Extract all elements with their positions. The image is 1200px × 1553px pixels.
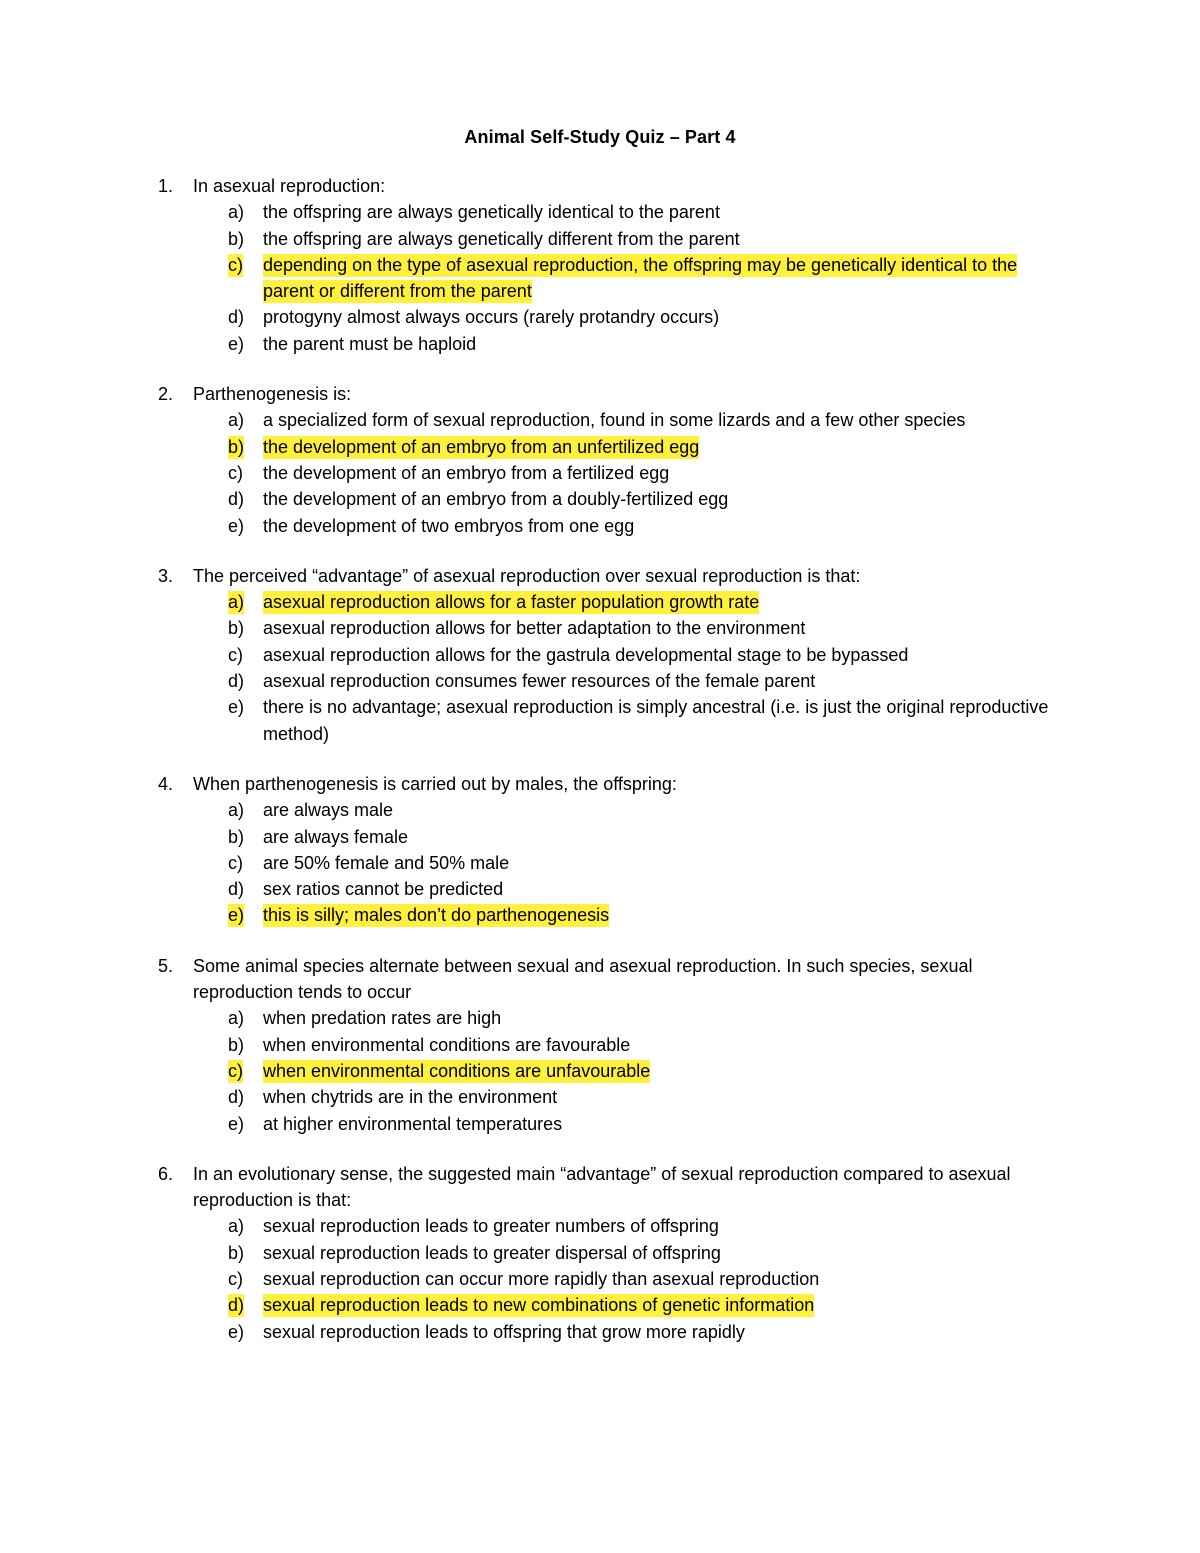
answer-option bbox=[0, 694, 1200, 747]
option-letter-text: c) bbox=[228, 254, 243, 275]
option-text bbox=[263, 850, 1060, 876]
answer-option bbox=[0, 1319, 1200, 1345]
answer-option bbox=[0, 460, 1200, 486]
option-letter-text: e) bbox=[228, 1321, 245, 1342]
option-text-content: sexual reproduction can occur more rapidly than asexual reproduction bbox=[263, 1268, 820, 1289]
option-text bbox=[263, 615, 1060, 641]
option-text-content: are 50% female and 50% male bbox=[263, 852, 510, 873]
question-2 bbox=[0, 381, 1200, 539]
option-letter-text: a) bbox=[228, 592, 245, 613]
option-text bbox=[263, 1292, 1060, 1318]
answer-option bbox=[0, 513, 1200, 539]
question-6 bbox=[0, 1161, 1200, 1345]
question-number: 6. bbox=[158, 1163, 174, 1184]
option-text-content: a specialized form of sexual reproduction, found in some lizards and a few other species bbox=[263, 410, 966, 431]
option-letter-text: c) bbox=[228, 1060, 243, 1081]
option-text bbox=[263, 252, 1060, 305]
option-letter-text: c) bbox=[228, 644, 243, 665]
answer-option-highlighted bbox=[0, 252, 1200, 305]
option-text-content: are always male bbox=[263, 800, 394, 821]
option-letter-text: a) bbox=[228, 1008, 245, 1029]
answer-option bbox=[0, 486, 1200, 512]
question-number: 1. bbox=[158, 176, 174, 196]
answer-option-highlighted bbox=[0, 1058, 1200, 1084]
option-letter-text: e) bbox=[228, 515, 245, 536]
option-text bbox=[263, 460, 1060, 486]
option-letter bbox=[228, 1240, 258, 1266]
answer-option bbox=[0, 304, 1200, 330]
answer-option bbox=[0, 850, 1200, 876]
option-letter-text: d) bbox=[228, 307, 245, 328]
option-letter bbox=[228, 1058, 258, 1084]
option-text-content: depending on the type of asexual reproduction, the offspring may be genetically identical to the parent or different from the parent bbox=[263, 254, 1018, 302]
option-letter bbox=[228, 486, 258, 512]
question-text: The perceived “advantage” of asexual reproduction over sexual reproduction is that: bbox=[193, 565, 861, 586]
answer-option-highlighted bbox=[0, 902, 1200, 928]
option-text-content: sexual reproduction leads to offspring that grow more rapidly bbox=[263, 1321, 745, 1342]
option-text bbox=[263, 694, 1060, 747]
answer-options bbox=[0, 407, 1200, 538]
question-3 bbox=[0, 563, 1200, 747]
question-text: When parthenogenesis is carried out by males, the offspring: bbox=[193, 773, 677, 794]
option-text-content: sexual reproduction leads to new combinations of genetic information bbox=[263, 1295, 815, 1316]
answer-option bbox=[0, 1032, 1200, 1058]
option-letter-text: a) bbox=[228, 1216, 245, 1237]
option-text-content: the parent must be haploid bbox=[263, 333, 477, 354]
answer-option bbox=[0, 668, 1200, 694]
answer-options bbox=[0, 1213, 1200, 1344]
answer-option bbox=[0, 407, 1200, 433]
option-letter bbox=[228, 460, 258, 486]
option-letter bbox=[228, 1005, 258, 1031]
answer-option bbox=[0, 1111, 1200, 1137]
option-letter-text: e) bbox=[228, 697, 245, 718]
answer-option-highlighted bbox=[0, 434, 1200, 460]
page-title: Animal Self-Study Quiz – Part 4 bbox=[464, 127, 736, 147]
answer-option bbox=[0, 797, 1200, 823]
option-letter-text: d) bbox=[228, 1087, 245, 1108]
answer-option-highlighted bbox=[0, 589, 1200, 615]
option-text-content: sex ratios cannot be predicted bbox=[263, 879, 504, 900]
question-list bbox=[0, 173, 1200, 1345]
option-letter bbox=[228, 615, 258, 641]
answer-option bbox=[0, 824, 1200, 850]
option-letter bbox=[228, 407, 258, 433]
option-letter-text: b) bbox=[228, 228, 245, 249]
option-letter-text: b) bbox=[228, 1242, 245, 1263]
option-text-content: asexual reproduction consumes fewer resources of the female parent bbox=[263, 671, 816, 692]
option-text bbox=[263, 642, 1060, 668]
option-letter-text: a) bbox=[228, 800, 245, 821]
option-letter bbox=[228, 513, 258, 539]
option-text-content: protogyny almost always occurs (rarely protandry occurs) bbox=[263, 307, 720, 328]
option-letter bbox=[228, 1292, 258, 1318]
option-text-content: sexual reproduction leads to greater dispersal of offspring bbox=[263, 1242, 721, 1263]
option-text-content: when environmental conditions are favourable bbox=[263, 1034, 631, 1055]
option-letter bbox=[228, 434, 258, 460]
option-text-content: when environmental conditions are unfavourable bbox=[263, 1060, 651, 1081]
option-text-content: when predation rates are high bbox=[263, 1008, 502, 1029]
option-text bbox=[263, 226, 1060, 252]
option-letter-text: b) bbox=[228, 1034, 245, 1055]
option-text bbox=[263, 797, 1060, 823]
option-text bbox=[263, 304, 1060, 330]
option-text-content: when chytrids are in the environment bbox=[263, 1087, 558, 1108]
option-text-content: sexual reproduction leads to greater numbers of offspring bbox=[263, 1216, 719, 1237]
option-text bbox=[263, 486, 1060, 512]
option-letter bbox=[228, 876, 258, 902]
option-text bbox=[263, 1213, 1060, 1239]
option-text-content: are always female bbox=[263, 826, 409, 847]
answer-option bbox=[0, 642, 1200, 668]
option-text-content: asexual reproduction allows for the gastrula developmental stage to be bypassed bbox=[263, 644, 909, 665]
option-text bbox=[263, 589, 1060, 615]
answer-option bbox=[0, 199, 1200, 225]
option-letter bbox=[228, 589, 258, 615]
question-text: In asexual reproduction: bbox=[193, 176, 386, 196]
option-text bbox=[263, 824, 1060, 850]
option-letter-text: c) bbox=[228, 462, 243, 483]
option-text-content: at higher environmental temperatures bbox=[263, 1113, 563, 1134]
question-4 bbox=[0, 771, 1200, 929]
option-letter bbox=[228, 642, 258, 668]
answer-option bbox=[0, 1084, 1200, 1110]
option-text-content: asexual reproduction allows for better adaptation to the environment bbox=[263, 618, 806, 639]
question-text: In an evolutionary sense, the suggested main “advantage” of sexual reproduction compared to asexual reproduction is that: bbox=[193, 1163, 1011, 1211]
option-letter bbox=[228, 1111, 258, 1137]
option-letter-text: c) bbox=[228, 1268, 243, 1289]
option-text bbox=[263, 407, 1060, 433]
option-letter bbox=[228, 902, 258, 928]
option-letter-text: d) bbox=[228, 879, 245, 900]
option-text-content: the development of an embryo from a doubly-fertilized egg bbox=[263, 489, 729, 510]
answer-option-highlighted bbox=[0, 1292, 1200, 1318]
option-text-content: the offspring are always genetically identical to the parent bbox=[263, 202, 720, 223]
question-number: 3. bbox=[158, 565, 174, 586]
option-text bbox=[263, 1111, 1060, 1137]
option-letter bbox=[228, 1319, 258, 1345]
answer-option bbox=[0, 1266, 1200, 1292]
option-letter bbox=[228, 304, 258, 330]
option-letter bbox=[228, 1266, 258, 1292]
question-number: 4. bbox=[158, 773, 174, 794]
option-letter-text: e) bbox=[228, 1113, 245, 1134]
option-letter bbox=[228, 199, 258, 225]
option-text-content: asexual reproduction allows for a faster population growth rate bbox=[263, 592, 760, 613]
option-text-content: there is no advantage; asexual reproduction is simply ancestral (i.e. is just the original reproductive method) bbox=[263, 697, 1049, 744]
option-text bbox=[263, 668, 1060, 694]
option-letter-text: e) bbox=[228, 333, 245, 354]
option-letter-text: a) bbox=[228, 202, 245, 223]
option-text-content: the development of an embryo from an unfertilized egg bbox=[263, 436, 700, 457]
option-text-content: the development of an embryo from a fertilized egg bbox=[263, 462, 670, 483]
option-letter-text: d) bbox=[228, 1295, 245, 1316]
option-text bbox=[263, 1319, 1060, 1345]
option-text bbox=[263, 331, 1060, 357]
option-letter-text: b) bbox=[228, 618, 245, 639]
option-letter-text: b) bbox=[228, 826, 245, 847]
option-letter-text: d) bbox=[228, 671, 245, 692]
option-text bbox=[263, 1032, 1060, 1058]
option-text bbox=[263, 1005, 1060, 1031]
option-letter bbox=[228, 694, 258, 720]
option-text-content: the development of two embryos from one egg bbox=[263, 515, 635, 536]
option-letter bbox=[228, 1213, 258, 1239]
answer-options bbox=[0, 199, 1200, 357]
option-text bbox=[263, 1058, 1060, 1084]
option-text bbox=[263, 1240, 1060, 1266]
option-letter-text: b) bbox=[228, 436, 245, 457]
option-letter bbox=[228, 824, 258, 850]
question-number: 2. bbox=[158, 384, 174, 405]
option-letter bbox=[228, 226, 258, 252]
answer-option bbox=[0, 331, 1200, 357]
answer-option bbox=[0, 615, 1200, 641]
answer-options bbox=[0, 589, 1200, 747]
option-letter bbox=[228, 1084, 258, 1110]
option-letter bbox=[228, 1032, 258, 1058]
option-text bbox=[263, 1266, 1060, 1292]
option-letter-text: d) bbox=[228, 489, 245, 510]
answer-option bbox=[0, 1240, 1200, 1266]
question-1 bbox=[0, 173, 1200, 357]
option-letter bbox=[228, 850, 258, 876]
answer-option bbox=[0, 226, 1200, 252]
option-letter-text: c) bbox=[228, 852, 243, 873]
question-text: Some animal species alternate between sexual and asexual reproduction. In such species, sexual reproduction tends to occur bbox=[193, 955, 973, 1003]
option-text bbox=[263, 1084, 1060, 1110]
answer-option bbox=[0, 876, 1200, 902]
question-number: 5. bbox=[158, 955, 174, 976]
answer-options bbox=[0, 1005, 1200, 1136]
answer-option bbox=[0, 1213, 1200, 1239]
option-text bbox=[263, 199, 1060, 225]
option-letter bbox=[228, 797, 258, 823]
option-text bbox=[263, 513, 1060, 539]
option-text-content: the offspring are always genetically different from the parent bbox=[263, 228, 740, 249]
option-letter-text: e) bbox=[228, 905, 245, 926]
option-letter bbox=[228, 252, 258, 278]
answer-option bbox=[0, 1005, 1200, 1031]
option-text bbox=[263, 902, 1060, 928]
option-text bbox=[263, 434, 1060, 460]
option-letter-text: a) bbox=[228, 410, 245, 431]
answer-options bbox=[0, 797, 1200, 928]
option-letter bbox=[228, 331, 258, 357]
question-text: Parthenogenesis is: bbox=[193, 384, 352, 405]
option-text-content: this is silly; males don’t do parthenogenesis bbox=[263, 905, 610, 926]
option-letter bbox=[228, 668, 258, 694]
question-5 bbox=[0, 953, 1200, 1137]
option-text bbox=[263, 876, 1060, 902]
